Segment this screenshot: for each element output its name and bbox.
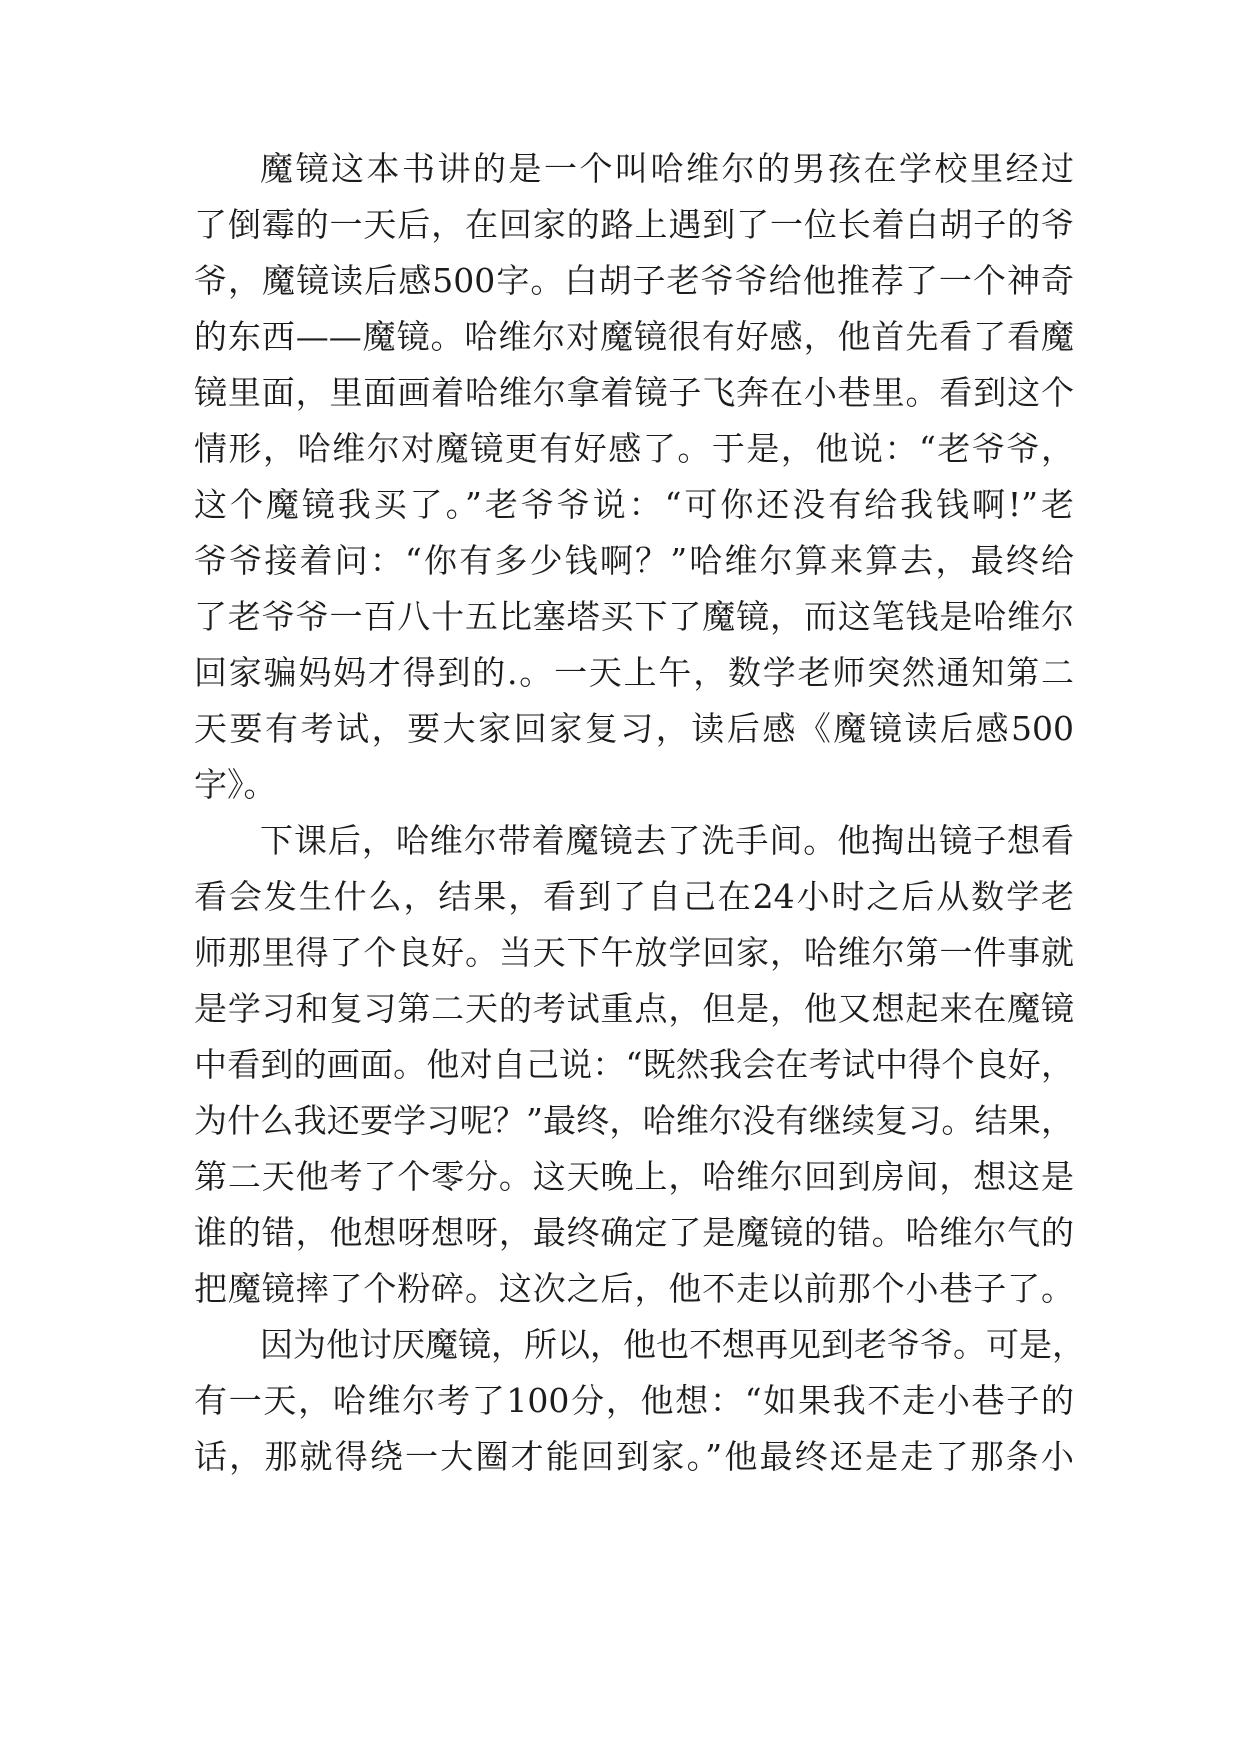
text-line: 为什么我还要学习呢？”最终，哈维尔没有继续复习。结果， — [194, 1101, 1074, 1140]
text-line: 天要有考试，要大家回家复习，读后感《魔镜读后感500 — [194, 709, 1074, 748]
text-line: 爷爷接着问：“你有多少钱啊？”哈维尔算来算去，最终给 — [194, 541, 1074, 580]
text-line: 谁的错，他想呀想呀，最终确定了是魔镜的错。哈维尔气的 — [194, 1213, 1074, 1252]
text-line: 情形，哈维尔对魔镜更有好感了。于是，他说：“老爷爷， — [194, 429, 1074, 468]
text-line: 了倒霉的一天后，在回家的路上遇到了一位长着白胡子的爷 — [194, 205, 1074, 244]
text-line: 中看到的画面。他对自己说：“既然我会在考试中得个良好， — [194, 1045, 1074, 1084]
text-line: 镜里面，里面画着哈维尔拿着镜子飞奔在小巷里。看到这个 — [194, 373, 1074, 412]
text-line: 看会发生什么，结果，看到了自己在24小时之后从数学老 — [194, 877, 1074, 916]
text-line: 的东西——魔镜。哈维尔对魔镜很有好感，他首先看了看魔 — [194, 317, 1074, 356]
text-line: 下课后，哈维尔带着魔镜去了洗手间。他掏出镜子想看 — [260, 821, 1074, 860]
text-line: 因为他讨厌魔镜，所以，他也不想再见到老爷爷。可是， — [260, 1325, 1085, 1364]
text-line: 了老爷爷一百八十五比塞塔买下了魔镜，而这笔钱是哈维尔 — [194, 597, 1074, 636]
text-line: 回家骗妈妈才得到的.。一天上午，数学老师突然通知第二 — [194, 653, 1074, 692]
text-line: 是学习和复习第二天的考试重点，但是，他又想起来在魔镜 — [194, 989, 1074, 1028]
text-line: 字》。 — [194, 765, 277, 804]
text-line: 魔镜这本书讲的是一个叫哈维尔的男孩在学校里经过 — [260, 149, 1074, 188]
text-line: 爷，魔镜读后感500字。白胡子老爷爷给他推荐了一个神奇 — [194, 261, 1074, 300]
text-line: 师那里得了个良好。当天下午放学回家，哈维尔第一件事就 — [194, 933, 1074, 972]
text-line: 这个魔镜我买了。”老爷爷说：“可你还没有给我钱啊!”老 — [194, 485, 1074, 524]
text-line: 有一天，哈维尔考了100分，他想：“如果我不走小巷子的 — [194, 1381, 1074, 1420]
text-line: 第二天他考了个零分。这天晚上，哈维尔回到房间，想这是 — [194, 1157, 1074, 1196]
text-line: 把魔镜摔了个粉碎。这次之后，他不走以前那个小巷子了。 — [194, 1269, 1074, 1308]
text-line: 话，那就得绕一大圈才能回到家。”他最终还是走了那条小 — [194, 1437, 1074, 1476]
